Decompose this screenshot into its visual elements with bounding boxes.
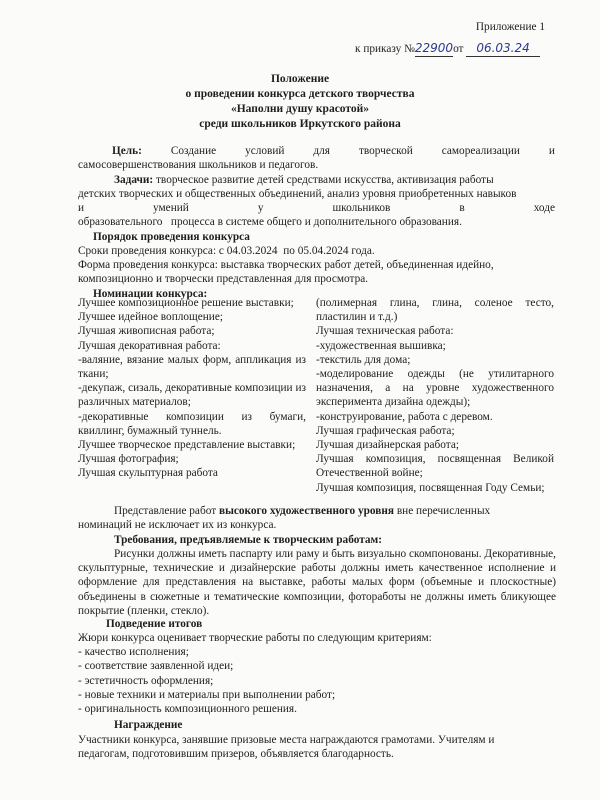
nomination-item: -моделирование одежды (не утилитарного назначения, а на уровне художественного эксперимента дизайна одежды); — [316, 368, 554, 409]
nomination-item: -валяние, вязание малых форм, аппликация из ткани; — [78, 353, 306, 381]
tasks-word: школьников — [332, 202, 391, 214]
results-intro: Жюри конкурса оценивает творческие работы по следующим критериям: — [78, 632, 432, 644]
nomination-item: Лучшая техническая работа: — [316, 325, 454, 338]
award-text-1: Участники конкурса, занявшие призовые места награждаются грамотами. Учителям и — [78, 734, 495, 746]
nomination-item: Лучшее творческое представление выставки; — [78, 439, 296, 452]
procedure-form-2: композиционно и творчески представленная для просмотра. — [78, 273, 369, 285]
order-reference — [355, 41, 555, 57]
goal-word: и — [548, 145, 555, 157]
tasks-word: у — [257, 202, 264, 214]
requirements-text: Рисунки должны иметь паспарту или раму и быть визуально скомпонованы. Декоративные, скульптурные, технические и дизайнерские работы должны иметь качественное исполнение и оформление для представления на выставке, работы малых форм (объемные и плоскостные) объединены в сюжетные и тематические композиции, фотоработы не должны иметь бликующее покрытие (пленки, стекло). — [78, 548, 556, 617]
order-from: от — [453, 43, 464, 55]
nomination-item: Лучшее композиционное решение выставки; — [78, 297, 294, 309]
tasks-word: умений — [153, 202, 189, 214]
order-prefix: к приказу № — [355, 43, 415, 55]
criteria-item: - оригинальность композиционного решения. — [78, 703, 297, 716]
nominations-left-column — [78, 296, 306, 481]
nomination-item: -декоративные композиции из бумаги, квиллинг, бумажный туннель. — [78, 410, 306, 437]
goal-word: условий — [245, 145, 285, 157]
nominations-heading: Номинации конкурса: — [93, 288, 208, 300]
award-text-2: педагогам, подготовившим призеров, объявляется благодарность. — [78, 748, 394, 760]
criteria-item: - качество исполнения; — [78, 646, 189, 659]
nomination-item: Лучшая фотография; — [78, 453, 179, 466]
nomination-item: -декупаж, сизаль, декоративные композиции из различных материалов; — [78, 382, 306, 409]
goal-line — [112, 144, 555, 158]
goal-word: самореализации — [441, 145, 520, 157]
procedure-dates: Сроки проведения конкурса: с 04.03.2024 по 05.04.2024 года. — [78, 245, 375, 257]
criteria-item: - новые техники и материалы при выполнении работ; — [78, 688, 336, 701]
note-text: Представление работ — [114, 505, 219, 517]
nominations-note-2: номинаций не исключает их из конкурса. — [78, 519, 277, 531]
tasks-word: ходе — [533, 202, 555, 214]
nomination-item: Лучшая декоративная работа: — [78, 339, 221, 352]
tasks-word: в — [459, 202, 465, 214]
procedure-form-1: Форма проведения конкурса: выставка творческих работ детей, объединенная идейно, — [78, 259, 494, 271]
note-text: вне перечисленных — [394, 505, 491, 517]
nomination-item: Лучшая композиция, посвященная Великой Отечественной войне; — [316, 453, 554, 480]
nomination-item: Лучшая скульптурная работа — [78, 467, 218, 480]
doc-title-3: «Наполни душу красотой» — [230, 103, 370, 115]
goal-word: творческой — [358, 145, 413, 157]
doc-title-4: среди школьников Иркутского района — [199, 118, 401, 130]
nominations-right-column — [316, 296, 554, 495]
goal-word: Создание — [170, 145, 217, 157]
goal-label: Цель: — [112, 145, 142, 157]
nomination-item: Лучшее идейное воплощение; — [78, 311, 223, 324]
nomination-item: Лучшая графическая работа; — [316, 424, 455, 437]
doc-title-1: Положение — [270, 73, 330, 85]
criteria-item: - соответствие заявленной идеи; — [78, 660, 234, 673]
note-bold: высокого художественного уровня — [218, 505, 394, 517]
results-list — [78, 631, 555, 716]
award-heading: Награждение — [114, 719, 183, 731]
tasks-line-4: образовательного процесса в системе общего и дополнительного образования. — [78, 216, 462, 228]
nomination-item: -художественная вышивка; — [316, 339, 446, 352]
tasks-line-1 — [114, 173, 555, 187]
doc-title-2: о проведении конкурса детского творчества — [185, 88, 415, 100]
tasks-word: и — [78, 202, 85, 214]
nomination-item: Лучшая живописная работа; — [78, 325, 215, 338]
tasks-text: творческое развитие детей средствами искусства, активизация работы — [153, 174, 494, 186]
tasks-line-2: детских творческих и общественных объединений, анализ уровня приобретенных навыков — [78, 188, 517, 200]
nominations-note-1 — [114, 504, 555, 518]
tasks-line-3 — [78, 201, 555, 215]
order-number-handwritten: 22900 — [414, 41, 454, 55]
nomination-item: (полимерная глина, глина, соленое тесто, пластилин и т.д.) — [316, 297, 554, 324]
requirements-heading: Требования, предъявляемые к творческим работам: — [114, 534, 382, 546]
nomination-item: Лучшая композиция, посвященная Году Семьи; — [316, 481, 545, 494]
tasks-label: Задачи: — [114, 174, 154, 186]
nomination-item: Лучшая дизайнерская работа; — [316, 439, 459, 452]
goal-text: самосовершенствования школьников и педагогов. — [78, 159, 319, 171]
nomination-item: -текстиль для дома; — [316, 353, 411, 366]
order-date-handwritten: 06.03.24 — [476, 41, 530, 55]
procedure-heading: Порядок проведения конкурса — [93, 231, 250, 243]
criteria-item: - эстетичность оформления; — [78, 674, 214, 687]
results-heading: Подведение итогов — [106, 618, 203, 630]
goal-word: для — [313, 145, 331, 157]
appendix-label: Приложение 1 — [475, 21, 545, 33]
nomination-item: -конструирование, работа с деревом. — [316, 410, 493, 423]
